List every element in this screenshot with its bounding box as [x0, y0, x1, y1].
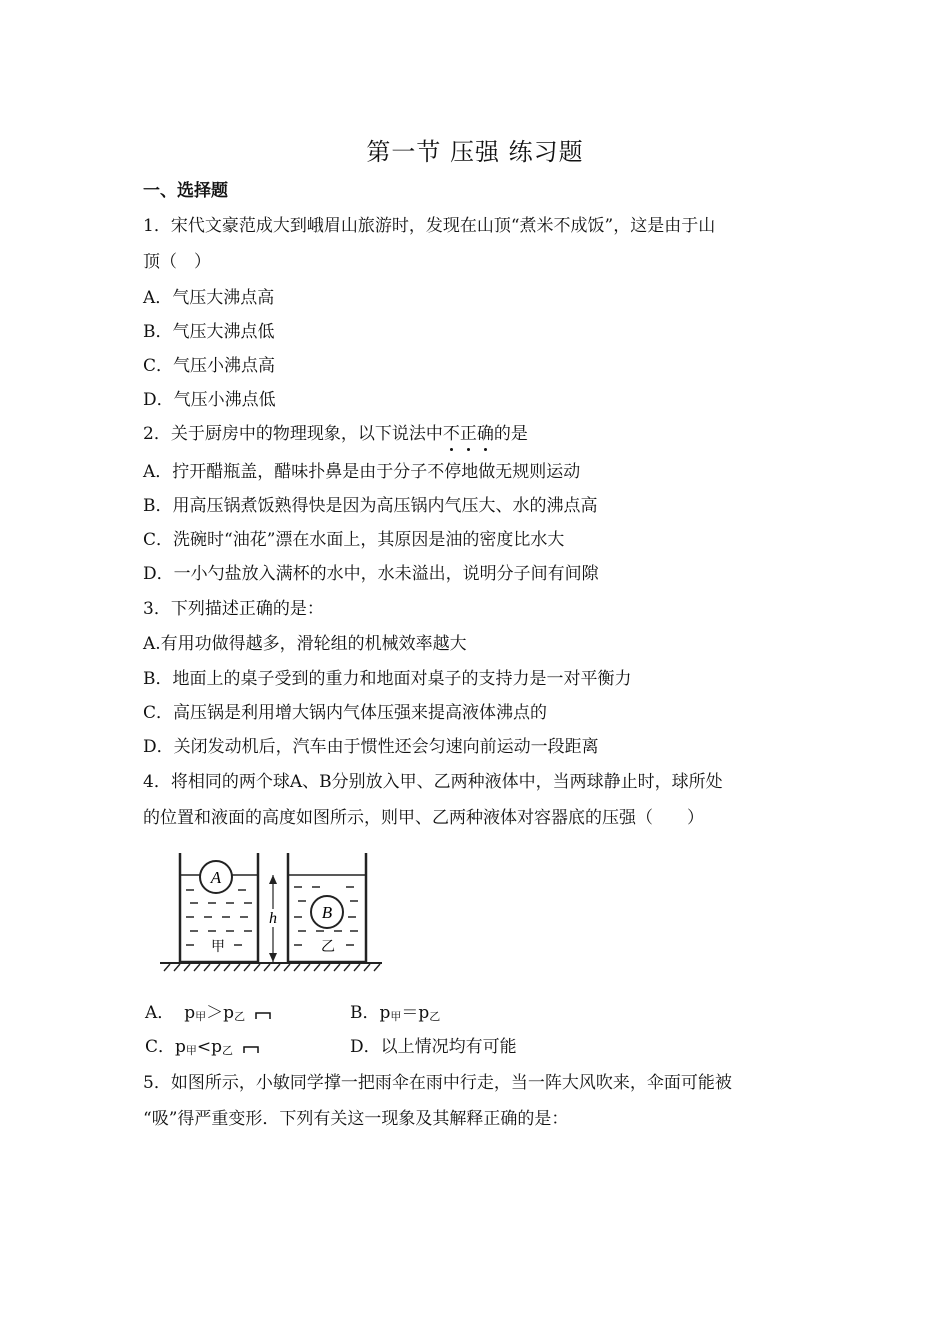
label-jia: 甲 [211, 939, 225, 955]
p-subscript: 乙 [222, 1044, 234, 1057]
q4-option-c [145, 1032, 259, 1058]
q3-option-a: A.有用功做得越多，滑轮组的机械效率越大 [143, 634, 467, 654]
p-subscript: 甲 [390, 1010, 402, 1023]
p-subscript: 甲 [185, 1044, 197, 1057]
ball-b-label: B [321, 903, 333, 922]
q1-option-a: A．气压大沸点高 [143, 288, 275, 308]
q2-emphasis-char: 确 [476, 424, 494, 444]
label-yi: 乙 [321, 939, 335, 955]
p-symbol: p [211, 1037, 223, 1057]
tie-mark-icon [243, 1044, 259, 1054]
option-a-label: A． [145, 1003, 175, 1023]
height-arrow-head-bottom [269, 953, 277, 962]
relation-symbol: ＝ [401, 1003, 419, 1023]
p-subscript: 甲 [195, 1010, 207, 1023]
page-title: 第一节 压强 练习题 [366, 138, 584, 166]
q4-stem-line1: 4．将相同的两个球A、B分别放入甲、乙两种液体中，当两球静止时，球所处 [143, 772, 723, 792]
q3-stem: 3．下列描述正确的是： [143, 599, 324, 619]
option-c-label: C． [145, 1037, 176, 1057]
section-heading: 一、选择题 [143, 181, 228, 201]
q5-stem-line1: 5．如图所示，小敏同学撑一把雨伞在雨中行走，当一阵大风吹来，伞面可能被 [143, 1073, 732, 1093]
q2-option-c: C．洗碗时“油花”漂在水面上，其原因是油的密度比水大 [143, 530, 565, 550]
q3-option-d: D．关闭发动机后，汽车由于惯性还会匀速向前运动一段距离 [143, 737, 599, 757]
containers-figure [160, 845, 385, 973]
q1-option-d: D．气压小沸点低 [143, 390, 276, 410]
p-symbol: p [418, 1003, 430, 1023]
height-arrow-head-top [269, 875, 277, 884]
p-subscript: 乙 [234, 1010, 246, 1023]
q1-option-b: B．气压大沸点低 [143, 322, 275, 342]
q1-option-c: C．气压小沸点高 [143, 356, 276, 376]
relation-symbol: ＞ [206, 1003, 224, 1023]
q4-stem-line2: 的位置和液面的高度如图所示，则甲、乙两种液体对容器底的压强（ ） [143, 808, 704, 828]
q5-stem-line2: “吸”得严重变形．下列有关这一现象及其解释正确的是： [143, 1109, 569, 1129]
q2-option-d: D．一小勺盐放入满杯的水中，水未溢出，说明分子间有间隙 [143, 564, 599, 584]
q2-option-b: B．用高压锅煮饭熟得快是因为高压锅内气压大、水的沸点高 [143, 496, 598, 516]
liquid-dashes-jia [186, 890, 252, 945]
p-symbol: p [184, 1003, 196, 1023]
q2-stem [143, 419, 528, 444]
q4-option-d: D．以上情况均有可能 [350, 1037, 517, 1057]
height-label: h [269, 910, 277, 927]
p-subscript: 乙 [429, 1010, 441, 1023]
ball-a-label: A [210, 868, 222, 887]
q3-option-b: B．地面上的桌子受到的重力和地面对桌子的支持力是一对平衡力 [143, 669, 632, 689]
relation-symbol: < [196, 1037, 212, 1057]
q4-option-a [145, 998, 271, 1024]
p-symbol: p [223, 1003, 235, 1023]
ground-hatching [164, 964, 380, 971]
q2-option-a: A．拧开醋瓶盖，醋味扑鼻是由于分子不停地做无规则运动 [143, 462, 581, 482]
q1-stem-line2: 顶（ ） [143, 252, 211, 272]
option-b-label: B． [350, 1003, 380, 1023]
tie-mark-icon [255, 1010, 271, 1020]
q4-option-b [350, 998, 440, 1024]
q2-stem-pre: 2．关于厨房中的物理现象，以下说法中 [143, 424, 443, 444]
q1-stem-line1: 1．宋代文豪范成大到峨眉山旅游时，发现在山顶“煮米不成饭”，这是由于山 [143, 216, 716, 236]
q3-option-c: C．高压锅是利用增大锅内气体压强来提高液体沸点的 [143, 703, 548, 723]
p-symbol: p [379, 1003, 391, 1023]
q2-emphasis-char: 正 [459, 424, 477, 444]
q2-emphasis-char: 不 [442, 424, 460, 444]
q2-stem-post: 的是 [493, 424, 528, 444]
p-symbol: p [175, 1037, 186, 1057]
